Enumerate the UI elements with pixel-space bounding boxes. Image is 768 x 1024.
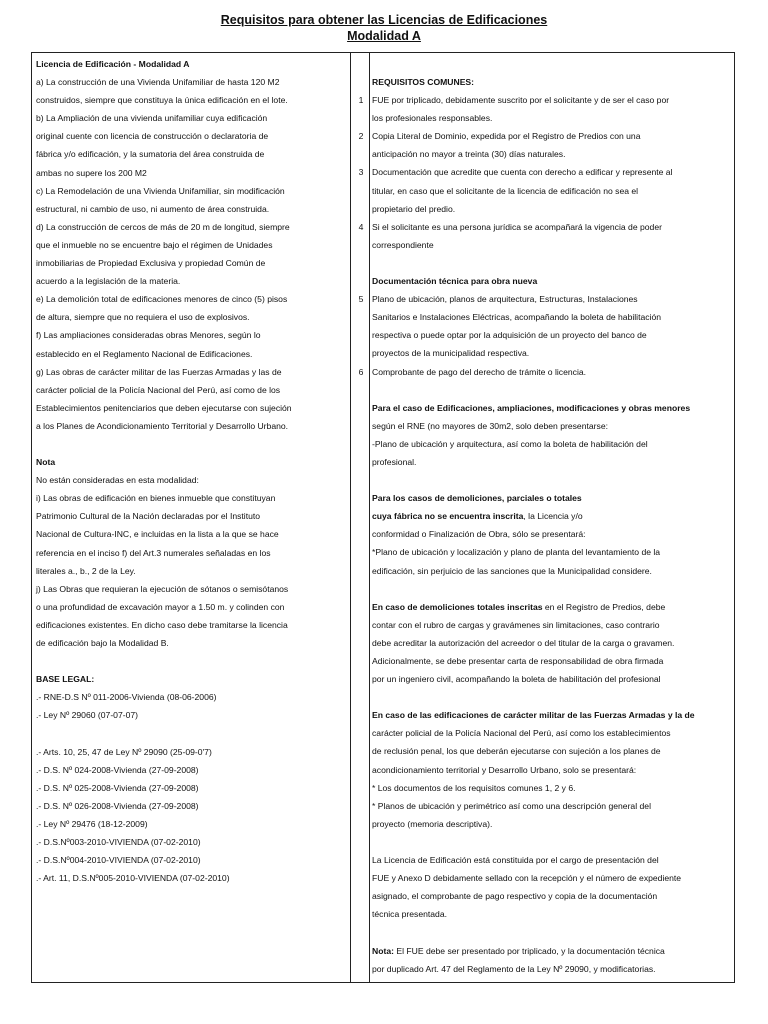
right-column-line	[372, 706, 732, 724]
left-column-text: inmobiliarias de Propiedad Exclusiva y propiedad Común de	[36, 258, 266, 269]
left-column-text: f) Las ampliaciones consideradas obras Menores, según lo	[36, 330, 261, 341]
right-column-text: contar con el rubro de cargas y gravámenes sin limitaciones, caso contrario	[372, 619, 660, 630]
left-column-line	[36, 182, 346, 200]
left-column-line	[36, 272, 346, 290]
left-column-line	[36, 91, 346, 109]
left-column-line	[36, 706, 346, 724]
left-column-text: edificaciones existentes. En dicho caso debe tramitarse la licencia	[36, 619, 288, 630]
left-column-line	[36, 453, 346, 471]
left-column-text: fábrica y/o edificación, y la sumatoria del área construida de	[36, 149, 265, 160]
right-column-text: Sanitarios e Instalaciones Eléctricas, acompañando la boleta de habilitación	[372, 312, 662, 323]
right-column-text: cuya fábrica no se encuentra inscrita	[372, 511, 524, 522]
right-column-text: según el RNE (no mayores de 30m2, solo deben presentarse:	[372, 420, 608, 431]
right-column-text: En caso de las edificaciones de carácter militar de las Fuerzas Armadas y la de	[372, 710, 695, 721]
left-column-line	[36, 544, 346, 562]
left-column-line	[36, 779, 346, 797]
right-column-line	[372, 942, 732, 960]
left-column-line	[36, 688, 346, 706]
right-column-text: respectiva o puede optar por la adquisición de un proyecto del banco de	[372, 330, 647, 341]
right-column-text: técnica presentada.	[372, 909, 448, 920]
right-column-text: Documentación que acredite que cuenta con derecho a edificar y represente al	[372, 167, 673, 178]
right-column-line	[372, 905, 732, 923]
right-column-text: edificación, sin perjuicio de las sanciones que la Municipalidad considere.	[372, 565, 652, 576]
requirement-number: 2	[358, 131, 364, 142]
left-column-text: construidos, siempre que constituya la única edificación en el lote.	[36, 95, 288, 106]
right-column-text: Si el solicitante es una persona jurídica se acompañará la vigencia de poder	[372, 221, 662, 232]
left-column-text: original cuente con licencia de construcción o declaratoria de	[36, 131, 269, 142]
right-column-text: FUE y Anexo D debidamente sellado con la recepción y el número de expediente	[372, 873, 682, 884]
right-column-line	[372, 761, 732, 779]
right-column-text: Copia Literal de Dominio, expedida por el Registro de Predios con una	[372, 131, 641, 142]
right-column-line	[372, 489, 732, 507]
requirement-number: 4	[358, 221, 364, 232]
right-column-line	[372, 598, 732, 616]
right-column-line	[372, 290, 732, 308]
right-column-line	[372, 724, 732, 742]
right-column-text: asignado, el comprobante de pago respectivo y copia de la documentación	[372, 891, 658, 902]
right-column-text: Para los casos de demoliciones, parciales o totales	[372, 493, 582, 504]
left-column-text: g) Las obras de carácter militar de las Fuerzas Armadas y las de	[36, 366, 282, 377]
left-column-line	[36, 598, 346, 616]
right-column-text: por duplicado Art. 47 del Reglamento de la Ley Nº 29090, y modificatorias.	[372, 963, 656, 974]
left-column-text: a los Planes de Acondicionamiento Territorial y Desarrollo Urbano.	[36, 420, 289, 431]
left-column-line	[36, 616, 346, 634]
right-column-text: Documentación técnica para obra nueva	[372, 276, 538, 287]
left-column-line	[36, 670, 346, 688]
left-column-line	[36, 489, 346, 507]
left-column-text: .- Ley Nº 29476 (18-12-2009)	[36, 818, 148, 829]
left-column-text: c) La Remodelación de una Vivienda Unifamiliar, sin modificación	[36, 185, 285, 196]
requirement-number: 6	[358, 366, 364, 377]
left-column-line	[36, 254, 346, 272]
right-column-line	[372, 308, 732, 326]
right-column-line	[372, 797, 732, 815]
left-column-text: .- RNE-D.S Nº 011-2006-Vivienda (08-06-2006)	[36, 692, 217, 703]
right-column-line	[372, 525, 732, 543]
left-column-text: estructural, ni cambio de uso, ni aumento de área construida.	[36, 203, 270, 214]
left-column-line	[36, 55, 346, 73]
right-column-line	[372, 182, 732, 200]
left-column-line	[36, 634, 346, 652]
right-column-text: * Planos de ubicación y perimétrico así como una descripción general del	[372, 800, 651, 811]
column-divider-left	[350, 53, 351, 982]
left-column-text: de edificación bajo la Modalidad B.	[36, 638, 169, 648]
right-column-text-continuation: en el Registro de Predios, debe	[542, 601, 666, 612]
right-column-line	[372, 851, 732, 869]
right-column-line	[372, 381, 732, 399]
left-column-text: que el inmueble no se encuentre bajo el régimen de Unidades	[36, 239, 273, 250]
right-column-line	[372, 688, 732, 706]
right-column-text: correspondiente	[372, 239, 434, 250]
left-column-text: No están consideradas en esta modalidad:	[36, 475, 199, 486]
right-column-text: Comprobante de pago del derecho de trámite o licencia.	[372, 366, 587, 377]
right-column-line	[372, 634, 732, 652]
right-column-text: Adicionalmente, se debe presentar carta de responsabilidad de obra firmada	[372, 656, 664, 666]
left-column-line	[36, 525, 346, 543]
right-column-line	[372, 326, 732, 344]
left-column-text: Establecimientos penitenciarios que deben ejecutarse con sujeción	[36, 402, 292, 413]
requirement-number: 1	[358, 95, 364, 105]
left-column-text: BASE LEGAL:	[36, 674, 95, 685]
left-column-text: Licencia de Edificación - Modalidad A	[36, 59, 190, 69]
left-column-text: de altura, siempre que no requiera el uso de explosivos.	[36, 312, 250, 323]
right-column-text: debe acreditar la autorización del acreedor o del titular de la carga o gravamen.	[372, 637, 675, 648]
right-column-line	[372, 580, 732, 598]
requirements-column	[372, 73, 732, 978]
left-column-text: literales a., b., 2 de la Ley.	[36, 565, 136, 576]
requirements-table	[31, 52, 735, 983]
right-column-line	[372, 254, 732, 272]
left-column-line	[36, 218, 346, 236]
right-column-line	[372, 869, 732, 887]
right-column-line	[372, 145, 732, 163]
left-column-line	[36, 127, 346, 145]
right-column-text: *Plano de ubicación y localización y plano de planta del levantamiento de la	[372, 547, 661, 558]
left-column-line	[36, 743, 346, 761]
left-column-line	[36, 562, 346, 580]
right-column-line	[372, 363, 732, 381]
right-column-line	[372, 127, 732, 145]
requirement-number: 5	[358, 294, 364, 305]
left-column-text: o una profundidad de excavación mayor a 1.50 m. y colinden con	[36, 601, 285, 612]
right-column-line	[372, 73, 732, 91]
right-column-text-continuation: , la Licencia y/o	[523, 511, 583, 522]
right-column-text: En caso de demoliciones totales inscritas	[372, 601, 543, 612]
right-column-text: acondicionamiento territorial y Desarrollo Urbano, solo se presentará:	[372, 764, 637, 775]
left-column-line	[36, 580, 346, 598]
right-column-line	[372, 616, 732, 634]
left-column-text: b) La Ampliación de una vivienda unifamiliar cuya edificación	[36, 113, 268, 124]
right-column-line	[372, 399, 732, 417]
left-column-text: carácter policial de la Policía Nacional del Perú, así como de los	[36, 384, 281, 395]
right-column-text: La Licencia de Edificación está constituida por el cargo de presentación del	[372, 855, 659, 866]
column-divider-right	[369, 53, 370, 982]
left-column-line	[36, 471, 346, 489]
right-column-text-continuation: El FUE debe ser presentado por triplicado, y la documentación técnica	[393, 945, 665, 956]
right-column-line	[372, 815, 732, 833]
right-column-line	[372, 91, 732, 109]
right-column-line	[372, 670, 732, 688]
left-column-line	[36, 724, 346, 742]
right-column-line	[372, 923, 732, 941]
right-column-text: Para el caso de Edificaciones, ampliaciones, modificaciones y obras menores	[372, 402, 691, 413]
left-column-text: ambas no supere los 200 M2	[36, 167, 147, 178]
left-column-text: referencia en el inciso f) del Art.3 numerales señaladas en los	[36, 547, 271, 558]
right-column-line	[372, 543, 732, 561]
right-column-text: proyecto (memoria descriptiva).	[372, 818, 493, 829]
right-column-text: conformidad o Finalización de Obra, sólo se presentará:	[372, 529, 586, 540]
left-column-text: .- D.S.Nº003-2010-VIVIENDA (07-02-2010)	[36, 837, 201, 848]
left-column-text: Nacional de Cultura-INC, e incluidas en la lista a la que se hace	[36, 529, 279, 540]
left-column-line	[36, 109, 346, 127]
right-column-text: anticipación no mayor a treinta (30) días naturales.	[372, 149, 566, 160]
left-column-text: a) La construcción de una Vivienda Unifamiliar de hasta 120 M2	[36, 77, 280, 88]
right-column-line	[372, 507, 732, 525]
document-title: Requisitos para obtener las Licencias de Edificaciones	[220, 13, 548, 27]
left-column-line	[36, 326, 346, 344]
right-column-line	[372, 200, 732, 218]
left-column-line	[36, 399, 346, 417]
left-column-text: establecido en el Reglamento Nacional de Edificaciones.	[36, 348, 253, 359]
left-column-text: .- D.S. Nº 026-2008-Vivienda (27-09-2008)	[36, 800, 199, 811]
left-column-text: Nota	[36, 457, 56, 468]
right-column-line	[372, 833, 732, 851]
right-column-text: propietario del predio.	[372, 203, 456, 214]
right-column-line	[372, 453, 732, 471]
left-column-text: e) La demolición total de edificaciones menores de cinco (5) pisos	[36, 294, 288, 305]
left-column-line	[36, 833, 346, 851]
left-column-text: .- D.S. Nº 024-2008-Vivienda (27-09-2008)	[36, 764, 199, 775]
left-column-text: .- Art. 11, D.S.Nº005-2010-VIVIENDA (07-02-2010)	[36, 873, 230, 884]
document-subtitle: Modalidad A	[347, 29, 421, 43]
left-column-line	[36, 145, 346, 163]
right-column-line	[372, 163, 732, 181]
left-column-line	[36, 815, 346, 833]
left-column-text: .- D.S.Nº004-2010-VIVIENDA (07-02-2010)	[36, 855, 201, 866]
left-column-line	[36, 290, 346, 308]
right-column-text: profesional.	[372, 456, 417, 467]
left-column-text: Patrimonio Cultural de la Nación declaradas por el Instituto	[36, 511, 261, 522]
left-column-line	[36, 797, 346, 815]
right-column-text: de reclusión penal, los que deberán ejecutarse con sujeción a los planes de	[372, 746, 661, 757]
left-column-line	[36, 417, 346, 435]
left-column-line	[36, 164, 346, 182]
left-column-line	[36, 869, 346, 887]
right-column-line	[372, 960, 732, 978]
right-column-line	[372, 887, 732, 905]
right-column-text: carácter policial de la Policía Nacional del Perú, así como los establecimientos	[372, 728, 671, 739]
right-column-line	[372, 779, 732, 797]
right-column-text: los profesionales responsables.	[372, 113, 493, 124]
left-column-text: .- D.S. Nº 025-2008-Vivienda (27-09-2008)	[36, 782, 199, 793]
right-column-line	[372, 652, 732, 670]
right-column-text: por un ingeniero civil, acompañando la boleta de habilitación del profesional	[372, 674, 661, 685]
right-column-line	[372, 218, 732, 236]
right-column-line	[372, 562, 732, 580]
right-column-text: titular, en caso que el solicitante de la licencia de edificación no sea el	[372, 185, 639, 196]
left-column-text: j) Las Obras que requieran la ejecución de sótanos o semisótanos	[36, 583, 289, 594]
left-column-line	[36, 345, 346, 363]
right-column-line	[372, 471, 732, 489]
right-column-text: -Plano de ubicación y arquitectura, así como la boleta de habilitación del	[372, 438, 648, 449]
left-column-line	[36, 200, 346, 218]
left-column-text: .- Arts. 10, 25, 47 de Ley Nº 29090 (25-09-0'7)	[36, 746, 212, 757]
right-column-text: proyectos de la municipalidad respectiva.	[372, 348, 530, 359]
left-column-line	[36, 507, 346, 525]
left-column-text: .- Ley Nº 29060 (07-07-07)	[36, 710, 139, 721]
right-column-line	[372, 417, 732, 435]
left-column-line	[36, 851, 346, 869]
left-column-line	[36, 381, 346, 399]
right-column-line	[372, 344, 732, 362]
right-column-line	[372, 109, 732, 127]
left-column-text: i) Las obras de edificación en bienes inmueble que constituyan	[36, 493, 276, 504]
right-column-line	[372, 236, 732, 254]
requirement-number: 3	[358, 167, 364, 178]
left-column-text: acuerdo a la legislación de la materia.	[36, 276, 181, 287]
left-column-line	[36, 236, 346, 254]
left-column-text: d) La construcción de cercos de más de 20 m de longitud, siempre	[36, 221, 290, 232]
left-column-line	[36, 73, 346, 91]
right-column-text: REQUISITOS COMUNES:	[372, 77, 475, 87]
right-column-line	[372, 435, 732, 453]
right-column-text: FUE por triplicado, debidamente suscrito por el solicitante y de ser el caso por	[372, 95, 670, 106]
right-column-line	[372, 272, 732, 290]
modalidad-description-column	[36, 55, 346, 887]
left-column-line	[36, 652, 346, 670]
left-column-line	[36, 435, 346, 453]
left-column-line	[36, 308, 346, 326]
right-column-text: Nota:	[372, 945, 394, 956]
left-column-line	[36, 761, 346, 779]
right-column-text: Plano de ubicación, planos de arquitectura, Estructuras, Instalaciones	[372, 294, 638, 305]
left-column-line	[36, 363, 346, 381]
right-column-line	[372, 742, 732, 760]
right-column-text: * Los documentos de los requisitos comunes 1, 2 y 6.	[372, 782, 576, 793]
